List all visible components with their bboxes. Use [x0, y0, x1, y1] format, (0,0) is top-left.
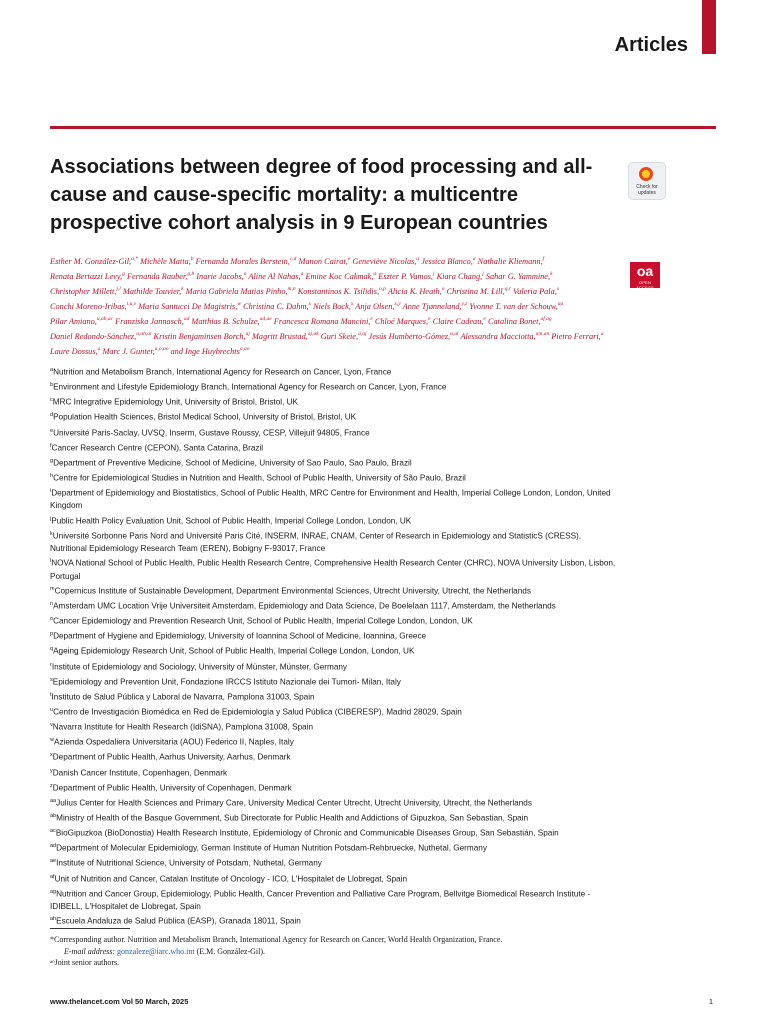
author-name-text: Valeria Pala,: [513, 286, 557, 296]
affiliation-text: Centro de Investigación Biomédica en Red de Epidemiología y Salud Pública (CIBERESP), Madrid 28029, Spain: [53, 707, 462, 717]
affiliation-text: Azienda Ospedaliera Universitaria (AOU) Federico II, Naples, Italy: [53, 738, 294, 748]
author-name[interactable]: [551, 332, 603, 341]
author-name-text: Maria Santucci De Magistris,: [138, 301, 238, 311]
affiliation-mark: o: [50, 616, 54, 623]
author-name-text: Kristin Benjaminsen Borch,: [153, 331, 246, 341]
author-affiliation-mark: u,ab,ac: [96, 315, 114, 322]
affiliation-item: [50, 765, 620, 780]
author-name[interactable]: [50, 347, 100, 356]
affiliation-text: Danish Cancer Institute, Copenhagen, Denmark: [52, 768, 228, 778]
author-name[interactable]: [154, 332, 250, 341]
affiliation-text: Université Sorbonne Paris Nord and Université Paris Cité, INSERM, INRAE, CNAM, Center of Research in Epidemiology and StatisticS (CRESS), Nutritional Epidemiology Research Team (EREN), Bobigny F-93017, France: [50, 531, 582, 553]
author-name[interactable]: [196, 272, 246, 281]
author-affiliation-mark: e: [347, 256, 351, 262]
author-name-text: Renata Bertazzi Levy,: [50, 271, 123, 281]
author-name-text: Pietro Ferrari,: [551, 331, 601, 341]
author-name-text: Emine Koc Cakmak,: [305, 271, 374, 281]
affiliation-mark: a: [50, 367, 54, 373]
journal-footer-link[interactable]: www.thelancet.com Vol 50 March, 2025: [50, 997, 189, 1006]
author-name-text: Conchi Moreno-Iribas,: [50, 301, 127, 311]
author-affiliation-mark: j: [482, 270, 484, 277]
affiliation-item: [50, 470, 620, 485]
affiliation-text: Population Health Sciences, Bristol Medical School, University of Bristol, Bristol, UK: [53, 413, 357, 423]
author-name[interactable]: [421, 257, 475, 266]
author-affiliation-mark: aj,ak: [307, 330, 319, 337]
author-name-text: Yvonne T. van der Schouw,: [469, 301, 558, 311]
affiliation-text: Department of Public Health, University of Copenhagen, Denmark: [52, 783, 292, 793]
author-name[interactable]: [274, 317, 373, 326]
open-access-logo: oa: [636, 263, 654, 279]
author-name[interactable]: [50, 287, 121, 296]
author-name-text: Guri Skeie,: [320, 331, 359, 341]
footnote-rule: [50, 928, 130, 929]
author-name[interactable]: [115, 317, 189, 326]
author-affiliation-mark: a,ao: [239, 345, 250, 352]
author-name[interactable]: [403, 302, 468, 311]
author-name[interactable]: [50, 272, 125, 281]
author-name-text: Franziska Jannasch,: [115, 316, 184, 326]
author-affiliation-mark: a: [472, 256, 476, 262]
affiliation-item: [50, 409, 620, 424]
affiliation-text: Department of Epidemiology and Biostatistics, School of Public Health, MRC Centre for Environment and Health, Imperial College London, London, United Kingdom: [50, 488, 611, 511]
affiliation-mark: aa: [50, 797, 57, 804]
affiliation-text: Institute of Nutritional Science, University of Potsdam, Nuthetal, Germany: [56, 859, 322, 869]
author-name-text: Christopher Millett,: [50, 286, 117, 296]
affiliation-item: [50, 704, 620, 719]
author-affiliation-mark: x: [350, 300, 354, 307]
author-name[interactable]: [488, 317, 552, 326]
author-name[interactable]: [123, 287, 184, 296]
affiliation-item: [50, 440, 620, 455]
affiliation-item: [50, 659, 620, 674]
author-name-text: Maria Gabriela Matias Pinho,: [185, 286, 288, 296]
affiliation-item: [50, 840, 620, 855]
affiliation-text: Amsterdam UMC Location Vrije Universiteit Amsterdam, Epidemiology and Data Science, De Boelelaan 1117, Amsterdam, the Netherlands: [53, 601, 556, 611]
affiliation-text: Department of Molecular Epidemiology, German Institute of Human Nutrition Potsdam-Rehbruecke, Nuthetal, Germany: [56, 844, 487, 854]
author-affiliation-mark: g: [122, 270, 125, 277]
author-affiliation-mark: e: [483, 315, 486, 322]
author-name[interactable]: [171, 347, 250, 356]
affiliation-mark: w: [50, 737, 54, 744]
author-name[interactable]: [378, 272, 434, 281]
affiliation-mark: ad: [50, 843, 57, 850]
affiliation-mark: p: [50, 631, 54, 638]
author-name-text: Geneviève Nicolas,: [352, 256, 417, 266]
author-affiliation-mark: a,o,ao: [154, 345, 169, 352]
footnotes: [50, 934, 630, 969]
author-affiliation-mark: c,d: [289, 256, 297, 262]
author-name[interactable]: [50, 317, 113, 326]
open-access-caption: OPEN ACCESS: [636, 280, 654, 290]
affiliation-text: Ministry of Health of the Basque Government, Sub Directorate for Public Health and Addictions of Gipuzkoa, San Sebastian, Spain: [56, 813, 529, 823]
author-affiliation-mark: y,z: [461, 300, 468, 307]
author-name-text: Matthias B. Schulze,: [191, 316, 260, 326]
affiliation-text: Nutrition and Metabolism Branch, International Agency for Research on Cancer, Lyon, France: [53, 367, 392, 377]
affiliation-item: [50, 364, 620, 379]
author-name[interactable]: [388, 287, 445, 296]
author-name[interactable]: [305, 272, 376, 281]
affiliation-text: Julius Center for Health Sciences and Primary Care, University Medical Center Utrecht, Utrecht University, Utrecht, the Netherlands: [56, 798, 532, 808]
author-name[interactable]: [138, 302, 241, 311]
author-name-text: Marc J. Gunter,: [102, 346, 155, 356]
author-affiliation-mark: o: [441, 285, 445, 292]
author-name-text: Mathilde Touvier,: [122, 286, 182, 296]
affiliation-text: Nutrition and Cancer Group, Epidemiology, Public Health, Cancer Prevention and Palliative Care Program, Bellvitge Biomedical Research Institute - IDIBELL, L'Hospitalet de Llobregat, Spain: [50, 889, 591, 911]
affiliation-text: MRC Integrative Epidemiology Unit, University of Bristol, Bristol, UK: [52, 398, 298, 408]
author-affiliation-mark: am,an: [535, 330, 550, 337]
author-name-text: Inarie Jacobs,: [196, 271, 244, 281]
affiliation-item: [50, 825, 620, 840]
affiliation-mark: ae: [50, 858, 57, 865]
corresponding-author-note: *Corresponding author. Nutrition and Metabolism Branch, International Agency for Research on Cancer, World Health Organization, France.: [50, 935, 503, 944]
author-name[interactable]: [460, 332, 549, 341]
author-affiliation-mark: m,n: [287, 285, 296, 292]
author-affiliation-mark: a: [373, 270, 377, 277]
author-affiliation-mark: x,y: [394, 300, 401, 307]
author-name-text: Aline Al Nahas,: [248, 271, 301, 281]
author-affiliation-mark: a: [300, 270, 304, 277]
header-rule: [50, 126, 716, 129]
affiliation-item: [50, 598, 620, 613]
affiliation-mark: h: [50, 472, 54, 479]
header-accent-bar: [702, 0, 716, 54]
affiliation-item: [50, 749, 620, 764]
affiliation-mark: l: [50, 558, 52, 565]
affiliation-text: Centre for Epidemiological Studies in Nutrition and Health, School of Public Health, University of São Paulo, Brazil: [53, 473, 466, 483]
affiliation-text: Ageing Epidemiology Research Unit, School of Public Health, Imperial College London, London, UK: [53, 647, 415, 657]
affiliation-text: Escuela Andaluza de Salud Pública (EASP), Granada 18011, Spain: [56, 917, 301, 926]
author-affiliation-mark: a: [243, 270, 247, 277]
author-affiliation-mark: w: [237, 300, 241, 307]
affiliation-item: [50, 810, 620, 825]
affiliation-item: [50, 795, 620, 810]
author-name[interactable]: [447, 287, 511, 296]
author-name[interactable]: [196, 257, 297, 266]
affiliation-item: [50, 455, 620, 470]
author-name-text: Esther M. González-Gil,: [50, 256, 132, 266]
author-name[interactable]: [299, 257, 351, 266]
affiliation-text: Environment and Lifestyle Epidemiology Branch, International Agency for Research on Cancer, Lyon, France: [53, 382, 447, 392]
author-affiliation-mark: ad,ae: [259, 315, 272, 322]
affiliation-mark: f: [50, 442, 52, 449]
section-label: Articles: [614, 34, 688, 56]
affiliation-item: [50, 628, 620, 643]
affiliation-mark: af: [50, 873, 55, 880]
author-name[interactable]: [375, 317, 431, 326]
affiliation-mark: ag: [50, 888, 57, 895]
affiliation-text: Institute of Epidemiology and Sociology, University of Münster, Münster, Germany: [51, 662, 348, 672]
author-name-text: Fernanda Morales Berstein,: [195, 256, 290, 266]
author-name[interactable]: [50, 257, 138, 266]
affiliation-item: [50, 513, 620, 528]
affiliation-text: BioGipuzkoa (BioDonostia) Health Research Institute, Epidemiology of Chronic and Communicable Diseases Group, San Sebastián, Spain: [55, 828, 559, 838]
affiliation-text: Department of Preventive Medicine, School of Medicine, University of Sao Paulo, Sao Paulo, Brazil: [53, 458, 412, 468]
author-affiliation-mark: e: [428, 315, 431, 322]
affiliation-item: [50, 913, 620, 928]
affiliation-text: Epidemiology and Prevention Unit, Fondazione IRCCS Istituto Nazionale dei Tumori- Milan, Italy: [52, 677, 401, 687]
affiliation-item: [50, 583, 620, 598]
author-affiliation-mark: a: [416, 256, 420, 262]
affiliation-text: Copernicus Institute of Sustainable Development, Department Environmental Sciences, Utrecht University, Utrecht, the Netherlands: [54, 586, 531, 596]
author-affiliation-mark: o,p: [379, 285, 386, 292]
affiliation-item: [50, 674, 620, 689]
author-name-text: Chloé Marques,: [374, 316, 429, 326]
author-name-text: Fernanda Rauber,: [126, 271, 188, 281]
affiliation-item: [50, 734, 620, 749]
author-name[interactable]: [513, 287, 559, 296]
author-name[interactable]: [321, 332, 367, 341]
affiliation-mark: z: [50, 782, 53, 789]
author-name-text: Nathalie Kliemann,: [477, 256, 543, 266]
author-affiliation-mark: s: [556, 285, 559, 292]
affiliation-mark: s: [50, 676, 53, 683]
author-affiliation-mark: f: [542, 256, 545, 262]
author-list: [50, 253, 610, 358]
author-name-text: Francesca Romana Mancini,: [273, 316, 371, 326]
author-name[interactable]: [437, 272, 484, 281]
affiliation-item: [50, 394, 620, 409]
author-name-text: Sahar G. Yammine,: [485, 271, 551, 281]
author-name[interactable]: [243, 302, 311, 311]
affiliation-mark: k: [50, 530, 53, 537]
affiliation-item: [50, 425, 620, 440]
affiliation-item: [50, 871, 620, 886]
author-affiliation-mark: a,aj: [358, 330, 367, 337]
author-affiliation-mark: a: [600, 330, 604, 337]
author-affiliation-mark: k: [181, 285, 184, 292]
author-name-text: Michèle Matta,: [140, 256, 191, 266]
author-affiliation-mark: b: [190, 256, 194, 262]
author-name-text: Anja Olsen,: [355, 301, 395, 311]
affiliation-mark: u: [50, 707, 54, 714]
author-name[interactable]: [478, 257, 545, 266]
author-name-text: Daniel Redondo-Sánchez,: [50, 331, 137, 341]
affiliation-list: [50, 364, 620, 928]
joint-authors-note: ᵃᵒJoint senior authors.: [50, 958, 120, 967]
affiliation-text: Navarra Institute for Health Research (IdiSNA), Pamplona 31008, Spain: [52, 722, 314, 732]
author-affiliation-mark: x: [308, 300, 311, 307]
affiliation-mark: x: [50, 752, 53, 759]
author-name[interactable]: [248, 272, 303, 281]
affiliation-mark: i: [50, 488, 52, 495]
author-name-text: Magritt Brustad,: [252, 331, 308, 341]
affiliation-text: Department of Public Health, Aarhus University, Aarhus, Denmark: [52, 753, 291, 763]
author-name-text: Christina C. Dahm,: [243, 301, 309, 311]
author-name-text: Manon Cairat,: [298, 256, 348, 266]
author-name[interactable]: [50, 302, 136, 311]
author-name[interactable]: [127, 272, 194, 281]
author-name-text: Alessandra Macciotta,: [460, 331, 536, 341]
author-name-text: Kiara Chang,: [436, 271, 483, 281]
affiliation-mark: q: [50, 646, 54, 653]
affiliation-mark: t: [50, 691, 52, 698]
affiliation-mark: ac: [50, 828, 56, 835]
affiliation-text: Department of Hygiene and Epidemiology, University of Ioannina School of Medicine, Ioannina, Greece: [53, 632, 427, 642]
affiliation-item: [50, 555, 620, 583]
author-affiliation-mark: k: [550, 270, 553, 277]
author-name-text: Alicia K. Heath,: [387, 286, 442, 296]
article-title: Associations between degree of food processing and all-cause and cause-specific mortality: a multicentre prospective cohort analysis in 9 European countries: [50, 156, 593, 234]
author-affiliation-mark: e: [370, 315, 373, 322]
author-name[interactable]: [252, 332, 319, 341]
author-name-text: Christina M. Lill,: [446, 286, 505, 296]
affiliation-item: [50, 379, 620, 394]
affiliation-text: Unit of Nutrition and Cancer, Catalan Institute of Oncology - ICO, L'Hospitalet de Llobregat, Spain: [54, 874, 408, 884]
email-label: E-mail address:: [64, 946, 116, 956]
author-name-text: Anne Tjønneland,: [402, 301, 462, 311]
check-updates-label: Check for updates: [636, 184, 658, 196]
affiliation-mark: y: [50, 767, 53, 774]
author-name-text: Laure Dossus,: [50, 346, 98, 356]
author-name[interactable]: [433, 317, 486, 326]
affiliation-item: [50, 485, 620, 513]
author-name[interactable]: [352, 257, 419, 266]
author-name[interactable]: [313, 302, 353, 311]
author-affiliation-mark: u,ah,ai: [136, 330, 152, 337]
author-affiliation-mark: a,*: [131, 256, 138, 262]
author-name[interactable]: [186, 287, 296, 296]
affiliation-mark: j: [50, 515, 52, 522]
email-link[interactable]: gonzaleze@iarc.who.int: [117, 946, 195, 956]
affiliation-item: [50, 719, 620, 734]
affiliation-text: Cancer Epidemiology and Prevention Research Unit, School of Public Health, Imperial College London, London, UK: [53, 616, 473, 626]
affiliation-mark: r: [50, 661, 52, 668]
check-updates-icon: [639, 167, 653, 181]
author-name-text: Konstantinos K. Tsilidis,: [297, 286, 380, 296]
affiliation-item: [50, 643, 620, 658]
author-name-text: and Inge Huybrechts: [170, 346, 240, 356]
author-name[interactable]: [191, 317, 271, 326]
author-name-text: Jessica Blanco,: [421, 256, 473, 266]
affiliation-text: Public Health Policy Evaluation Unit, School of Public Health, Imperial College London, London, UK: [51, 516, 412, 526]
author-name[interactable]: [369, 332, 459, 341]
author-affiliation-mark: g,h: [187, 270, 195, 277]
author-name-text: Pilar Amiano,: [50, 316, 97, 326]
author-name[interactable]: [140, 257, 193, 266]
affiliation-item: [50, 689, 620, 704]
affiliation-item: [50, 528, 620, 556]
affiliation-text: NOVA National School of Public Health, Public Health Research Centre, Comprehensive Health Research Center (CHRC), NOVA University Lisbon, Lisbon, Portugal: [50, 559, 616, 581]
author-affiliation-mark: t,u,v: [126, 300, 137, 307]
author-affiliation-mark: aj: [245, 330, 250, 337]
author-affiliation-mark: j,l: [116, 285, 121, 292]
author-affiliation-mark: u,al: [450, 330, 459, 337]
affiliation-mark: b: [50, 382, 54, 389]
affiliation-mark: d: [50, 412, 54, 419]
author-name[interactable]: [469, 302, 563, 311]
author-name-text: Jesús Humberto-Gómez,: [368, 331, 451, 341]
affiliation-mark: m: [50, 585, 55, 592]
affiliation-mark: e: [50, 427, 54, 434]
email-note: [50, 946, 630, 958]
affiliation-mark: n: [50, 601, 54, 608]
author-affiliation-mark: j: [432, 270, 435, 277]
author-affiliation-mark: af,ag: [540, 315, 552, 322]
author-affiliation-mark: a: [97, 345, 101, 352]
author-name-text: Claire Cadeau,: [432, 316, 484, 326]
author-name[interactable]: [50, 332, 151, 341]
check-for-updates-button[interactable]: [628, 162, 666, 200]
author-name[interactable]: [486, 272, 553, 281]
author-affiliation-mark: aa: [557, 300, 564, 307]
author-name[interactable]: [102, 347, 168, 356]
affiliation-mark: ab: [50, 813, 57, 820]
affiliation-mark: v: [50, 722, 53, 729]
page-number: 1: [708, 997, 713, 1006]
email-suffix: (E.M. González-Gil).: [196, 946, 266, 956]
affiliation-item: [50, 780, 620, 795]
author-name[interactable]: [298, 287, 386, 296]
author-name[interactable]: [355, 302, 400, 311]
author-name-text: Catalina Bonet,: [487, 316, 541, 326]
author-affiliation-mark: q,r: [504, 285, 511, 292]
affiliation-mark: ah: [50, 916, 57, 923]
affiliation-text: Université Paris-Saclay, UVSQ, Inserm, Gustave Roussy, CESP, Villejuif 94805, France: [53, 428, 370, 438]
affiliation-mark: c: [50, 397, 53, 404]
affiliation-text: Instituto de Salud Pública y Laboral de Navarra, Pamplona 31003, Spain: [51, 692, 315, 702]
affiliation-item: [50, 613, 620, 628]
affiliation-item: [50, 855, 620, 870]
affiliation-item: [50, 886, 620, 914]
author-name-text: Niels Bock,: [313, 301, 351, 311]
affiliation-mark: g: [50, 457, 54, 464]
open-access-badge: [630, 262, 660, 288]
author-affiliation-mark: ad: [183, 315, 190, 322]
affiliation-text: Cancer Research Centre (CEPON), Santa Catarina, Brazil: [51, 443, 264, 453]
author-name-text: Eszter P. Vamos,: [378, 271, 433, 281]
